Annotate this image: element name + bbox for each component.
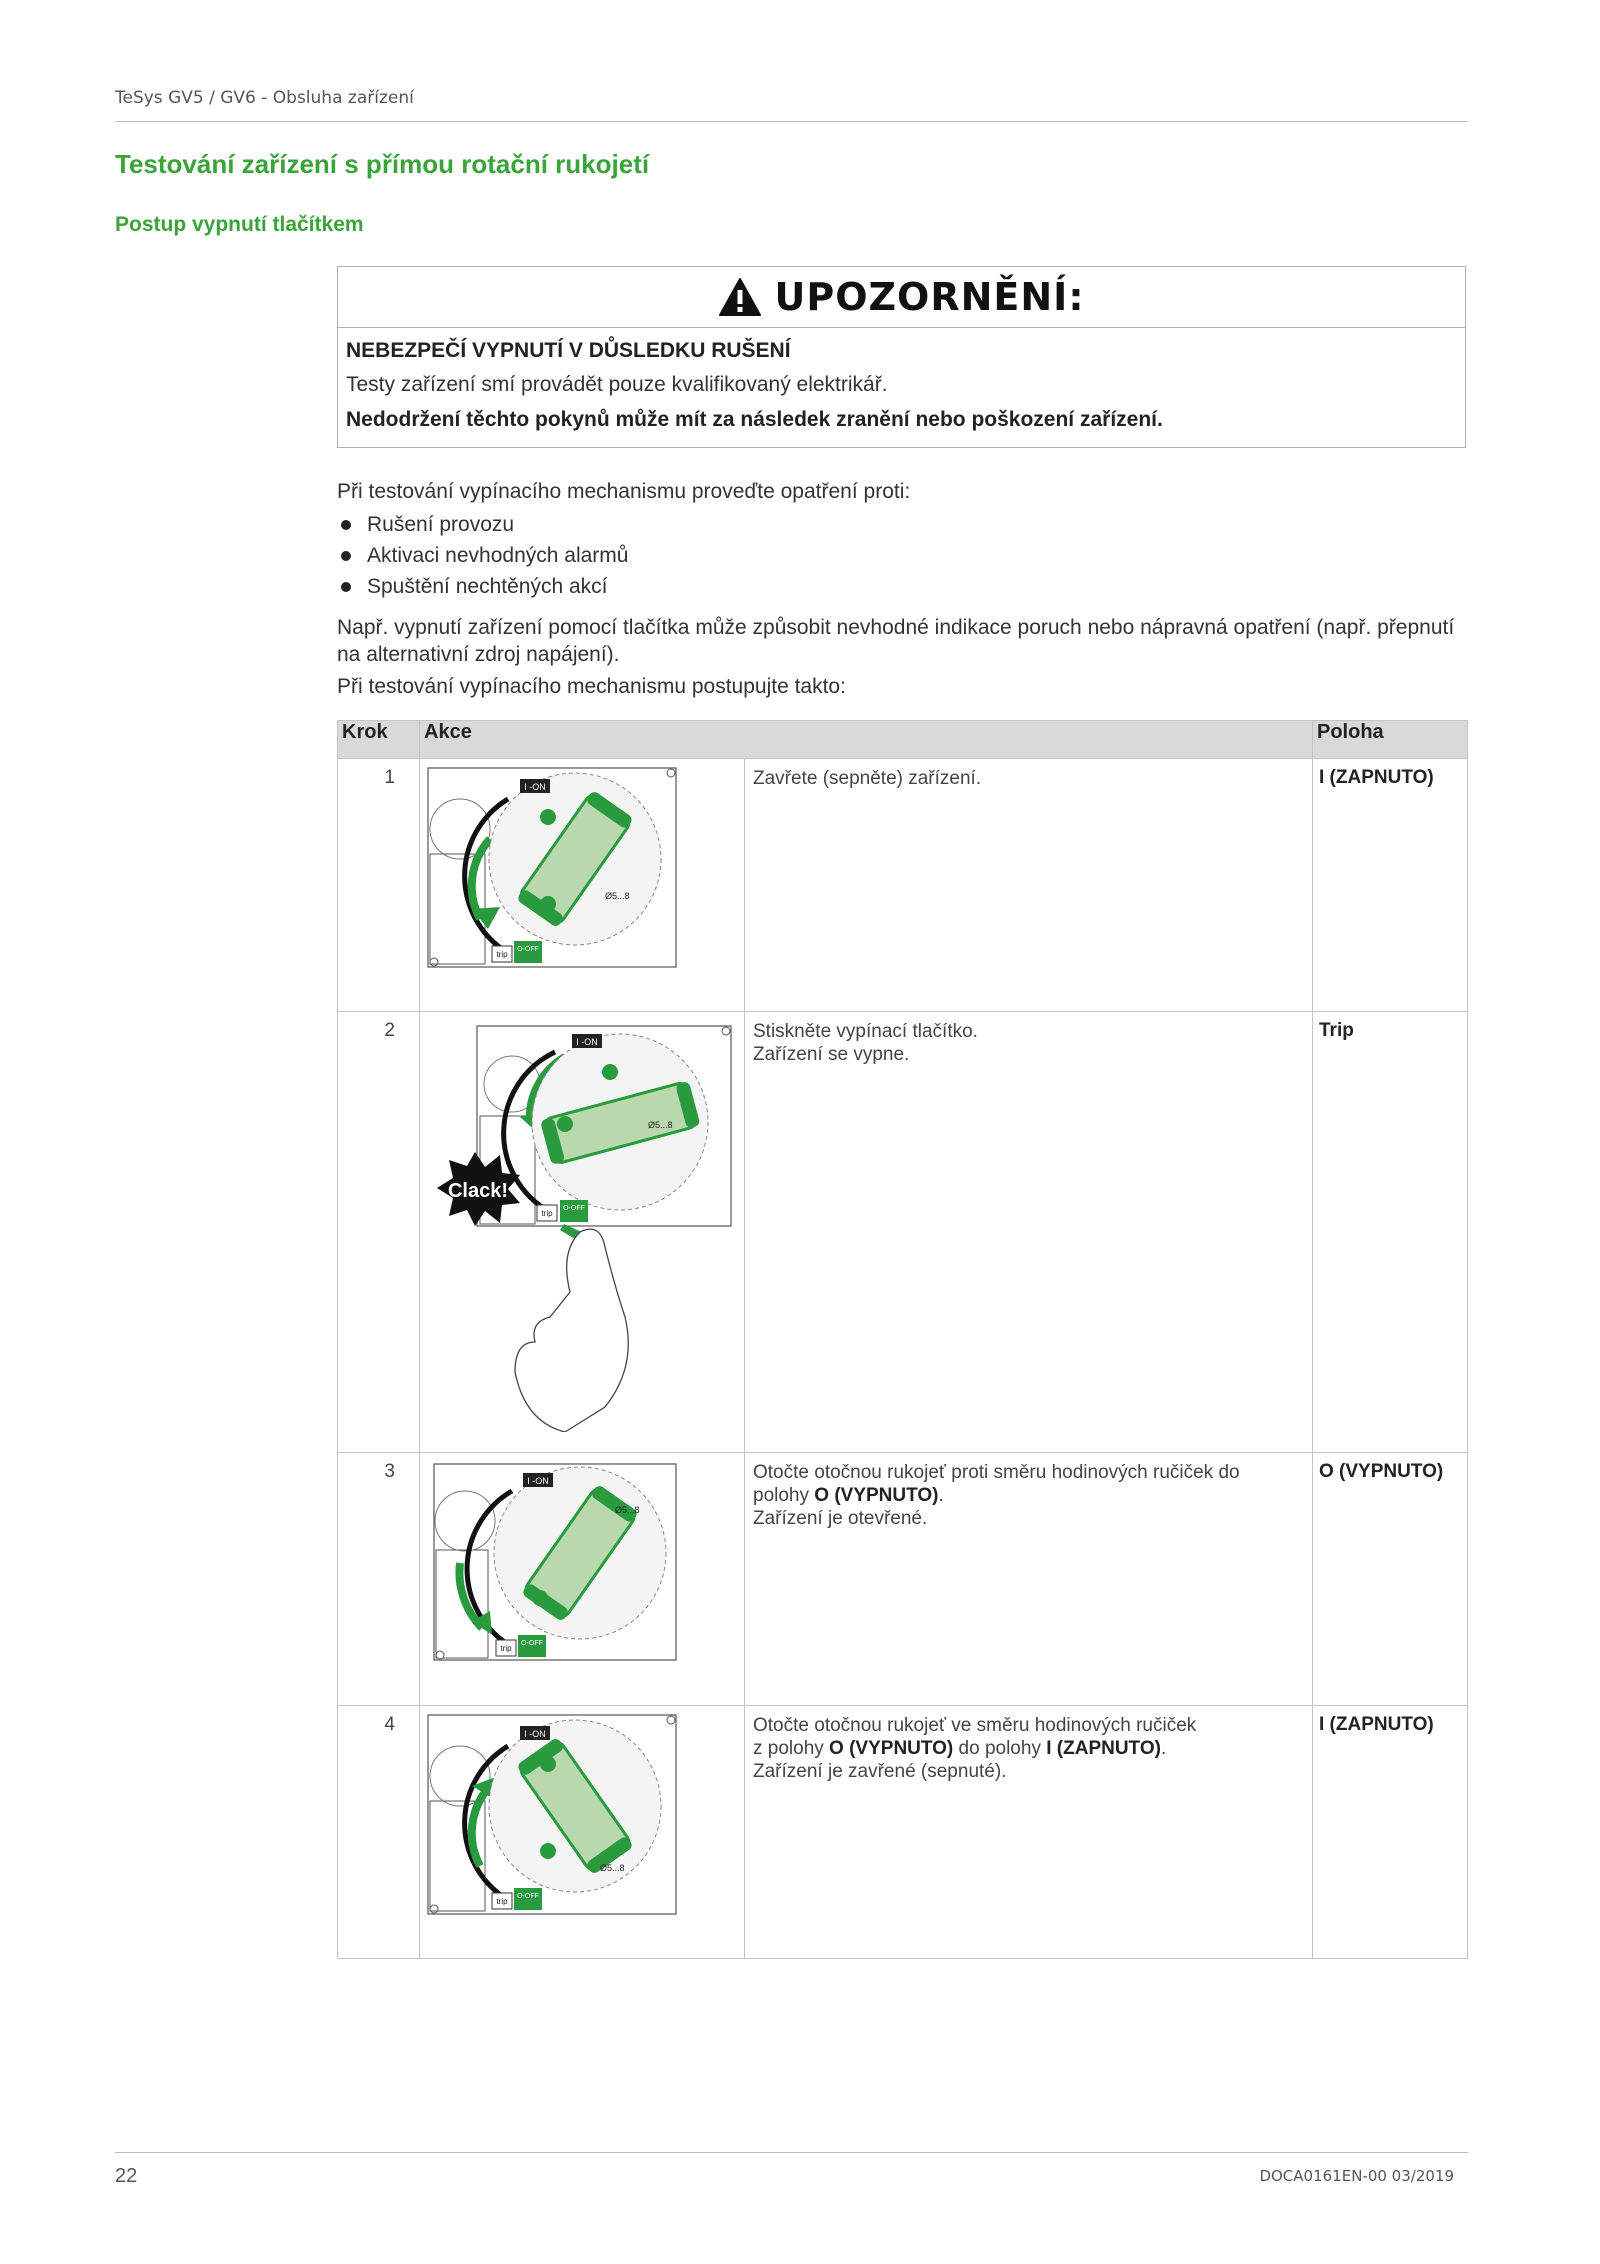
list-item: Aktivaci nevhodných alarmů xyxy=(337,540,628,571)
warning-text: Testy zařízení smí provádět pouze kvalifikovaný elektrikář. xyxy=(346,373,888,396)
section-subtitle: Postup vypnutí tlačítkem xyxy=(115,213,364,236)
svg-text:I -ON: I -ON xyxy=(524,1729,546,1739)
section-title: Testování zařízení s přímou rotační rukojetí xyxy=(115,149,650,179)
step-action: Zavřete (sepněte) zařízení. xyxy=(745,759,1313,1012)
svg-text:I -ON: I -ON xyxy=(527,1476,549,1486)
step-illustration xyxy=(420,1012,745,1453)
table-header-row xyxy=(338,721,1468,759)
procedure-table xyxy=(337,720,1468,1959)
rotary-handle-off-diagram xyxy=(420,1453,740,1663)
step-position: I (ZAPNUTO) xyxy=(1313,759,1468,1012)
svg-text:O-OFF: O-OFF xyxy=(517,946,539,953)
table-row xyxy=(338,1453,1468,1706)
svg-text:trip: trip xyxy=(496,950,508,959)
header-action: Akce xyxy=(420,721,1313,759)
procedure-intro: Při testování vypínacího mechanismu postupujte takto: xyxy=(337,675,846,698)
list-item: Rušení provozu xyxy=(337,509,628,540)
svg-text:I -ON: I -ON xyxy=(524,782,546,792)
svg-text:O-OFF: O-OFF xyxy=(517,1893,539,1900)
svg-text:Ø5...8: Ø5...8 xyxy=(648,1120,673,1130)
step-number: 3 xyxy=(338,1453,420,1706)
step-illustration xyxy=(420,759,745,1012)
table-row xyxy=(338,759,1468,1012)
header-divider xyxy=(115,121,1468,122)
table-row xyxy=(338,1012,1468,1453)
svg-text:Ø5...8: Ø5...8 xyxy=(605,891,630,901)
running-header: TeSys GV5 / GV6 - Obsluha zařízení xyxy=(115,88,414,108)
step-action: Otočte otočnou rukojeť ve směru hodinových ručiček z polohy O (VYPNUTO) do polohy I (ZAPNUTO). Zařízení je zavřené (sepnuté). xyxy=(745,1706,1313,1959)
step-position: I (ZAPNUTO) xyxy=(1313,1706,1468,1959)
bullet-icon xyxy=(341,582,351,592)
page-number: 22 xyxy=(115,2165,138,2187)
warning-box xyxy=(337,266,1466,448)
warning-label: UPOZORNĚNÍ: xyxy=(774,275,1085,319)
bullet-icon xyxy=(341,520,351,530)
intro-text: Při testování vypínacího mechanismu proveďte opatření proti: xyxy=(337,480,911,503)
example-text: Např. vypnutí zařízení pomocí tlačítka může způsobit nevhodné indikace poruch nebo nápravná opatření (např. přepnutí na alternativní zdroj napájení). xyxy=(337,616,1455,666)
svg-text:Ø5...8: Ø5...8 xyxy=(600,1863,625,1873)
svg-text:Ø5...8: Ø5...8 xyxy=(615,1505,640,1515)
step-illustration xyxy=(420,1706,745,1959)
svg-text:O-OFF: O-OFF xyxy=(521,1640,543,1647)
svg-text:trip: trip xyxy=(496,1897,508,1906)
document-code: DOCA0161EN-00 03/2019 xyxy=(1259,2167,1454,2185)
step-action: Stiskněte vypínací tlačítko. Zařízení se vypne. xyxy=(745,1012,1313,1453)
step-position: Trip xyxy=(1313,1012,1468,1453)
step-number: 4 xyxy=(338,1706,420,1959)
warning-heading: NEBEZPEČÍ VYPNUTÍ V DŮSLEDKU RUŠENÍ xyxy=(346,339,791,362)
list-item: Spuštění nechtěných akcí xyxy=(337,571,628,602)
step-position: O (VYPNUTO) xyxy=(1313,1453,1468,1706)
svg-text:trip: trip xyxy=(500,1644,512,1653)
table-row xyxy=(338,1706,1468,1959)
rotary-handle-on-diagram xyxy=(420,759,740,969)
warning-consequence: Nedodržení těchto pokynů může mít za následek zranění nebo poškození zařízení. xyxy=(346,408,1163,431)
rotary-handle-on-diagram xyxy=(420,1706,740,1916)
svg-text:O-OFF: O-OFF xyxy=(563,1205,585,1212)
step-number: 2 xyxy=(338,1012,420,1453)
step-action: Otočte otočnou rukojeť proti směru hodinových ručiček do polohy O (VYPNUTO). Zařízení je otevřené. xyxy=(745,1453,1313,1706)
step-number: 1 xyxy=(338,759,420,1012)
bullet-icon xyxy=(341,551,351,561)
warning-title xyxy=(338,267,1465,328)
step-illustration xyxy=(420,1453,745,1706)
warning-triangle-icon xyxy=(718,277,762,317)
svg-text:trip: trip xyxy=(541,1209,553,1218)
header-position: Poloha xyxy=(1313,721,1468,759)
svg-text:I -ON: I -ON xyxy=(576,1037,598,1047)
precaution-list xyxy=(337,509,628,602)
trip-button-diagram xyxy=(420,1012,740,1432)
footer-divider xyxy=(115,2152,1468,2153)
clack-label: Clack! xyxy=(447,1180,509,1202)
header-step: Krok xyxy=(338,721,420,759)
